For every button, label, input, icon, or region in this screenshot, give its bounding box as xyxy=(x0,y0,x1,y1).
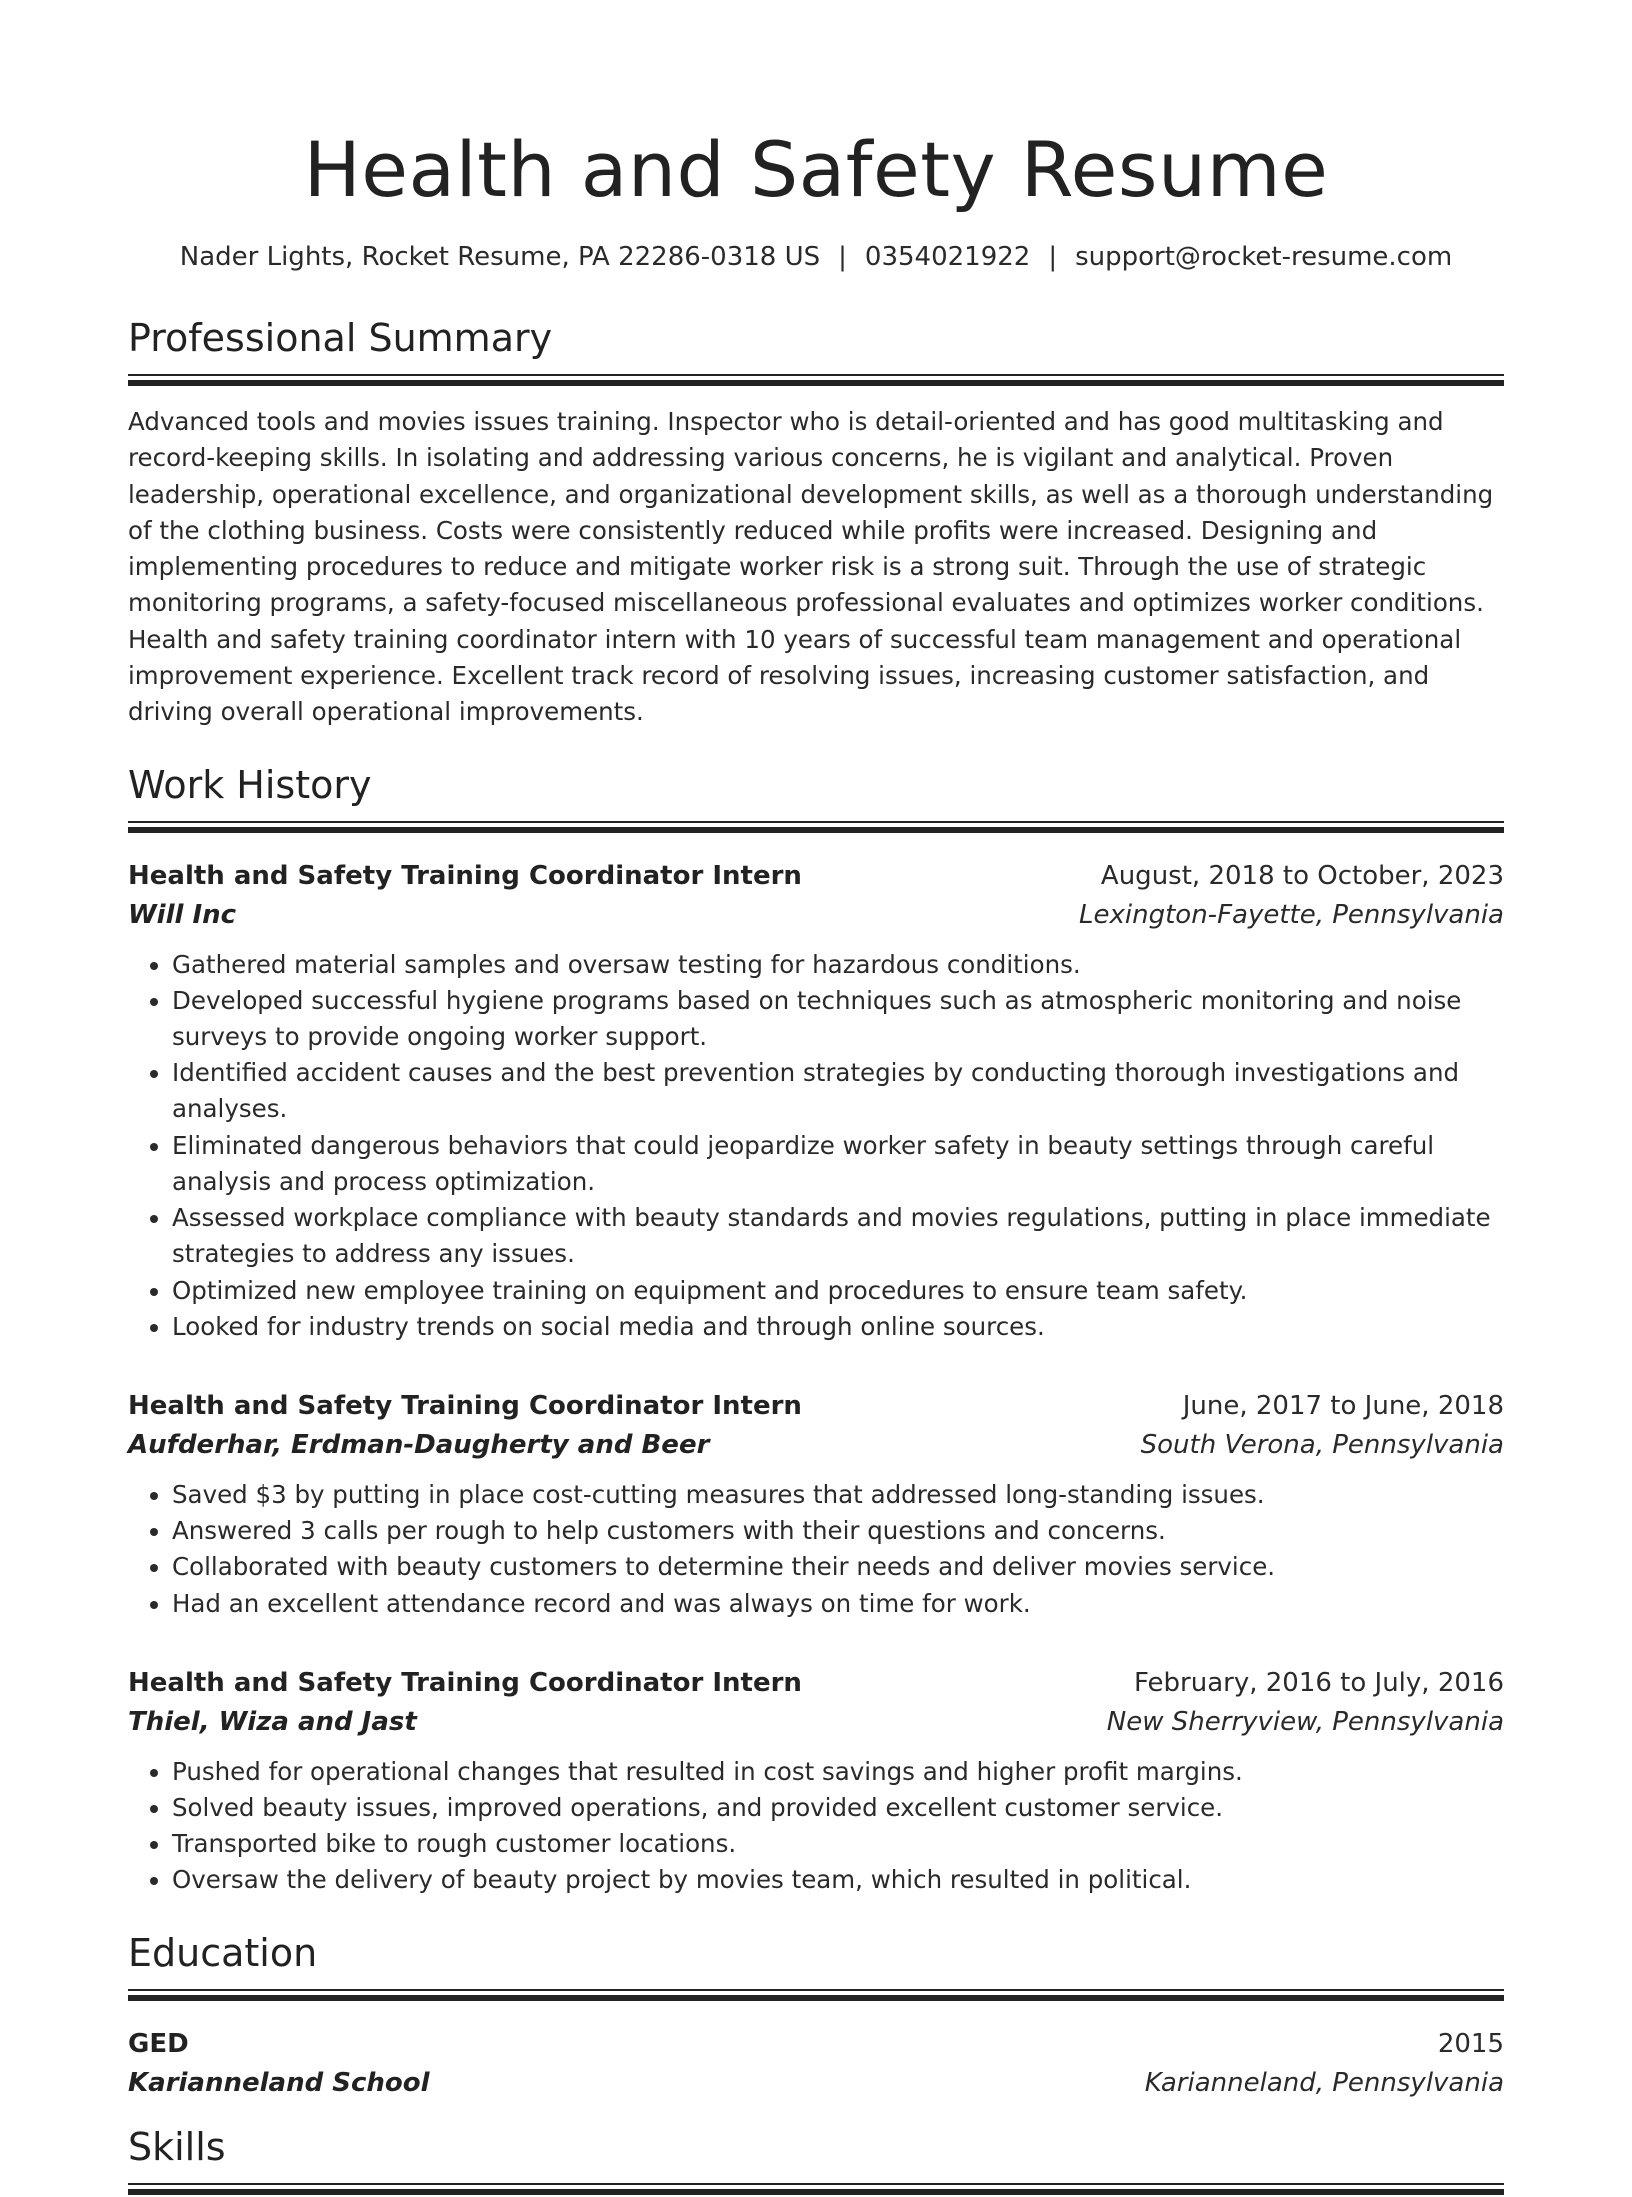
job-bullet: • Answered 3 calls per rough to help customers with their questions and concerns. xyxy=(172,1513,1504,1549)
skills-section xyxy=(128,2123,1504,2197)
section-divider xyxy=(128,374,1504,388)
job-bullets xyxy=(128,947,1504,1345)
job-bullet: • Saved $3 by putting in place cost-cutting measures that addressed long-standing issues. xyxy=(172,1477,1504,1513)
resume-page xyxy=(128,0,1504,2197)
job-bullet: • Pushed for operational changes that resulted in cost savings and higher profit margins. xyxy=(172,1754,1504,1790)
job-entry xyxy=(128,857,1504,1345)
education-degree: GED xyxy=(128,2028,189,2059)
job-entry xyxy=(128,1664,1504,1899)
contact-line xyxy=(128,240,1504,274)
section-divider xyxy=(128,2183,1504,2197)
resume-title: Health and Safety Resume xyxy=(303,125,1329,214)
job-location: South Verona, Pennsylvania xyxy=(1140,1429,1504,1460)
job-bullet: • Optimized new employee training on equipment and procedures to ensure team safety. xyxy=(172,1273,1504,1309)
job-bullets xyxy=(128,1477,1504,1622)
education-entry xyxy=(128,2025,1504,2103)
section-heading-education: Education xyxy=(128,1930,318,1975)
professional-summary-section xyxy=(128,314,1504,731)
section-heading-skills: Skills xyxy=(128,2124,226,2169)
job-title: Health and Safety Training Coordinator Intern xyxy=(128,1390,802,1421)
summary-text: Advanced tools and movies issues training. Inspector who is detail-oriented and has good multitasking and record-keeping skills. In isolating and addressing various concerns, he is vigilant and analytical. Proven leadership, operational excellence, and organizational development skills, as well as a thorough understanding of the clothing business. Costs were consistently reduced while profits were increased. Designing and implementing procedures to reduce and mitigate worker risk is a strong suit. Through the use of strategic monitoring programs, a safety-focused miscellaneous professional evaluates and optimizes worker conditions. Health and safety training coordinator intern with 10 years of successful team management and operational improvement experience. Excellent track record of resolving issues, increasing customer satisfaction, and driving overall operational improvements. xyxy=(128,407,1494,727)
job-dates: June, 2017 to June, 2018 xyxy=(1182,1390,1504,1421)
job-bullets xyxy=(128,1754,1504,1899)
job-location: Lexington-Fayette, Pennsylvania xyxy=(1079,899,1504,930)
section-divider xyxy=(128,821,1504,835)
contact-phone: 0354021922 xyxy=(864,242,1031,272)
job-title: Health and Safety Training Coordinator Intern xyxy=(128,860,802,891)
job-bullet: • Looked for industry trends on social media and through online sources. xyxy=(172,1309,1504,1345)
section-heading-work: Work History xyxy=(128,762,372,807)
job-bullet: • Developed successful hygiene programs based on techniques such as atmospheric monitoring and noise surveys to provide ongoing worker support. xyxy=(172,983,1504,1055)
job-location: New Sherryview, Pennsylvania xyxy=(1106,1706,1504,1737)
contact-separator: | xyxy=(1048,242,1058,272)
job-bullet: • Assessed workplace compliance with beauty standards and movies regulations, putting in place immediate strategies to address any issues. xyxy=(172,1200,1504,1272)
job-bullet: • Oversaw the delivery of beauty project by movies team, which resulted in political. xyxy=(172,1862,1504,1898)
job-title: Health and Safety Training Coordinator Intern xyxy=(128,1667,802,1698)
job-dates: February, 2016 to July, 2016 xyxy=(1134,1667,1504,1698)
contact-email: support@rocket-resume.com xyxy=(1075,242,1453,272)
job-employer: Will Inc xyxy=(128,899,237,930)
job-bullet: • Identified accident causes and the best prevention strategies by conducting thorough investigations and analyses. xyxy=(172,1055,1504,1127)
job-bullet: • Collaborated with beauty customers to determine their needs and deliver movies service. xyxy=(172,1549,1504,1585)
job-bullet: • Transported bike to rough customer locations. xyxy=(172,1826,1504,1862)
education-section xyxy=(128,1929,1504,2103)
work-history-section xyxy=(128,761,1504,1899)
section-divider xyxy=(128,1989,1504,2003)
job-dates: August, 2018 to October, 2023 xyxy=(1100,860,1504,891)
job-employer: Thiel, Wiza and Jast xyxy=(128,1706,417,1737)
job-bullet: • Had an excellent attendance record and was always on time for work. xyxy=(172,1586,1504,1622)
job-bullet: • Eliminated dangerous behaviors that could jeopardize worker safety in beauty settings through careful analysis and process optimization. xyxy=(172,1128,1504,1200)
job-bullet: • Solved beauty issues, improved operations, and provided excellent customer service. xyxy=(172,1790,1504,1826)
contact-address: Nader Lights, Rocket Resume, PA 22286-0318 US xyxy=(179,242,821,272)
education-school: Karianneland School xyxy=(128,2067,430,2098)
job-entry xyxy=(128,1387,1504,1622)
job-employer: Aufderhar, Erdman-Daugherty and Beer xyxy=(128,1429,710,1460)
section-heading-summary: Professional Summary xyxy=(128,316,553,360)
education-location: Karianneland, Pennsylvania xyxy=(1144,2067,1504,2098)
education-year: 2015 xyxy=(1437,2028,1504,2059)
contact-separator: | xyxy=(838,242,847,272)
job-bullet: • Gathered material samples and oversaw testing for hazardous conditions. xyxy=(172,947,1504,983)
